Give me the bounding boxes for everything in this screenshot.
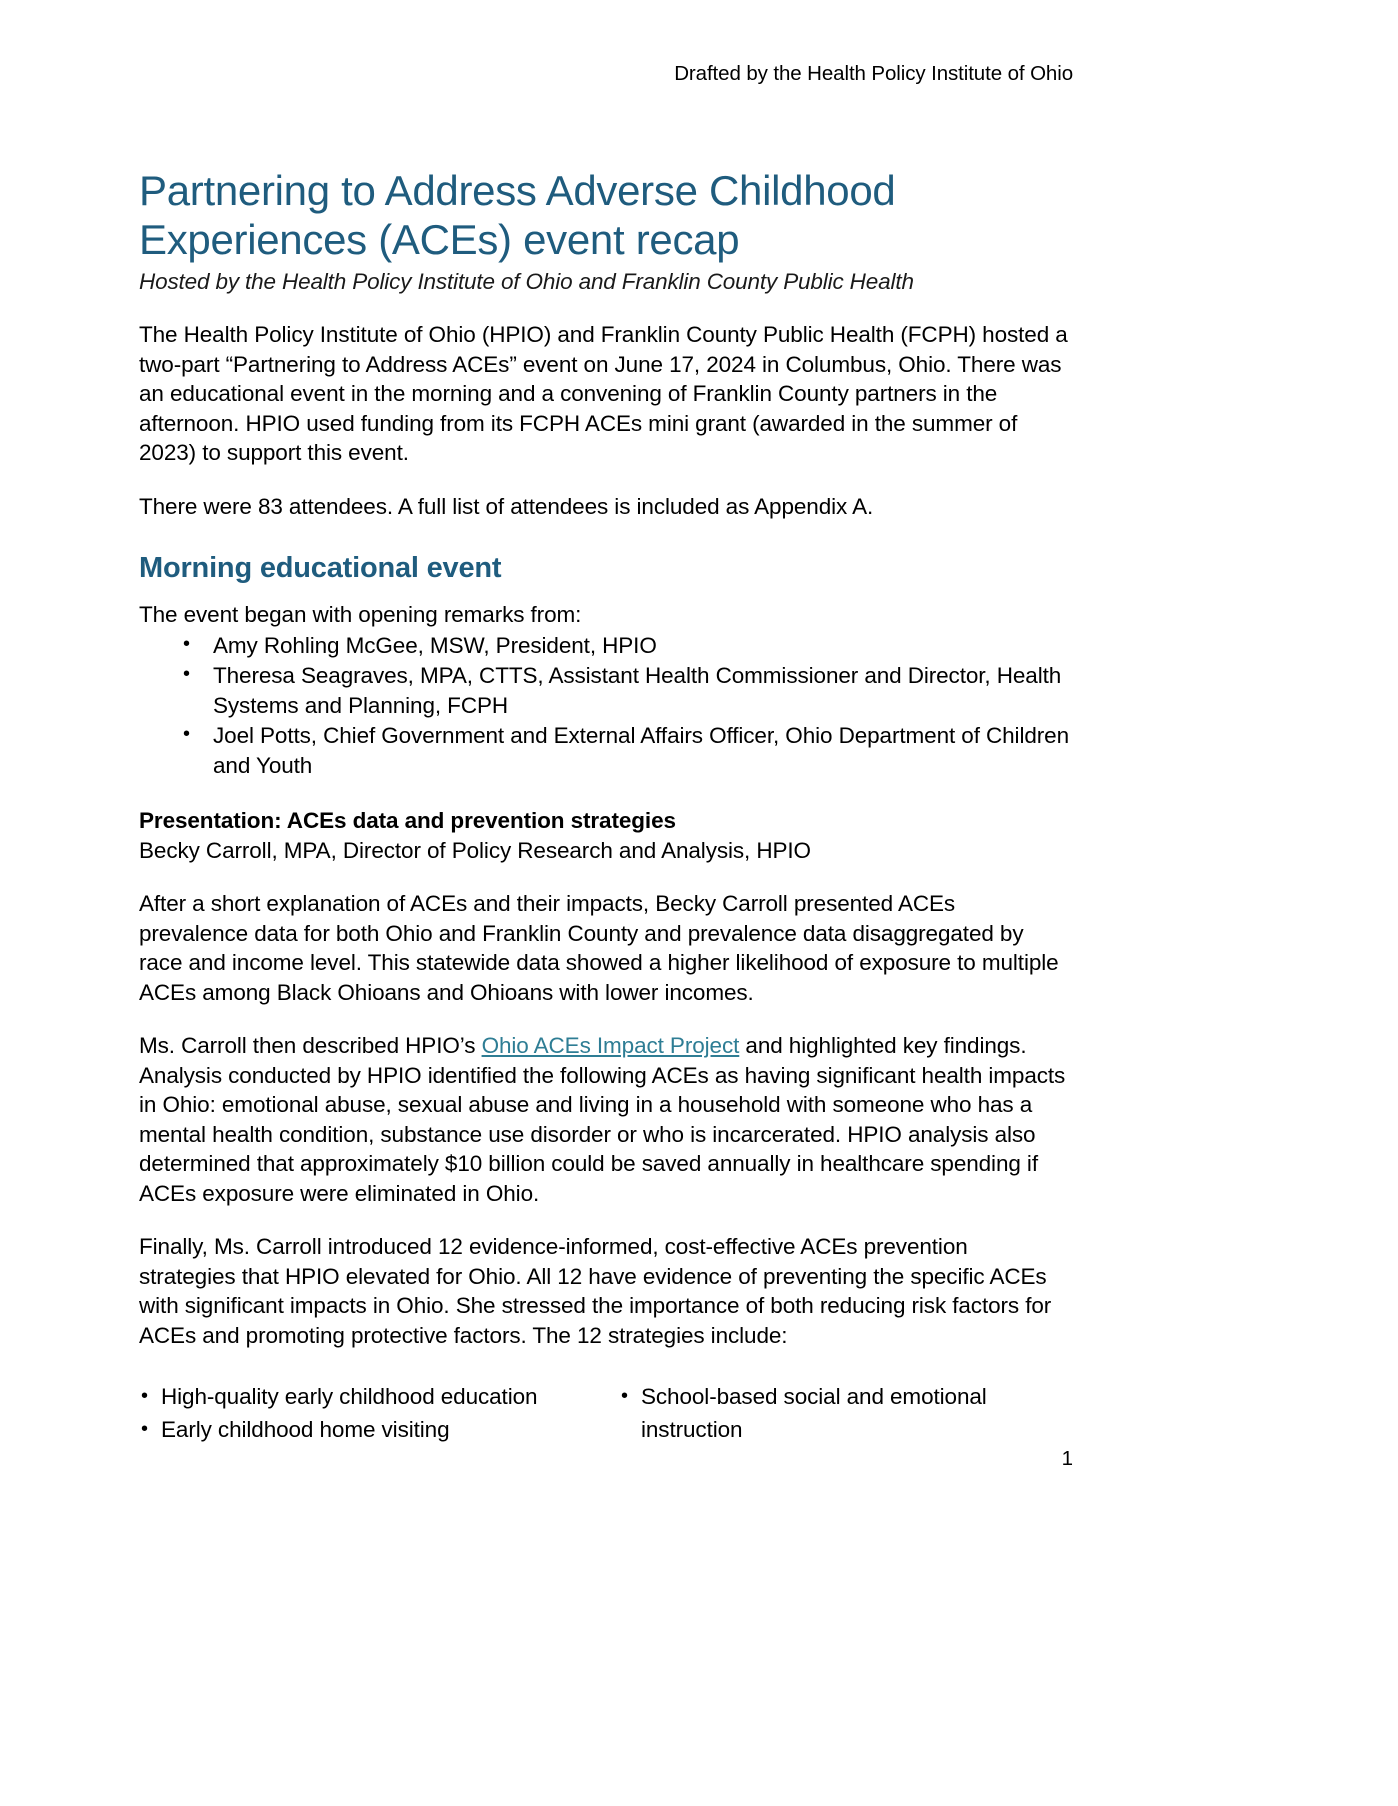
- intro-paragraph-1: The Health Policy Institute of Ohio (HPIO) and Franklin County Public Health (FCPH) hosted a two-part “Partnering to Address ACEs” event on June 17, 2024 in Columbus, Ohio. There was an educational event in the morning and a convening of Franklin County partners in the afternoon. HPIO used funding from its FCPH ACEs mini grant (awarded in the summer of 2023) to support this event.: [139, 322, 1068, 465]
- intro-paragraph-2: There were 83 attendees. A full list of attendees is included as Appendix A.: [139, 493, 874, 519]
- page-subtitle: Hosted by the Health Policy Institute of Ohio and Franklin County Public Health: [139, 269, 914, 294]
- strategies-two-column-list: [139, 1380, 1069, 1446]
- document-body: [139, 166, 1069, 1446]
- presentation-presenter: Becky Carroll, MPA, Director of Policy Research and Analysis, HPIO: [139, 837, 811, 863]
- paragraph-2-text-before-link: Ms. Carroll then described HPIO’s: [139, 1033, 482, 1058]
- header-drafted-by: Drafted by the Health Policy Institute of Ohio: [674, 62, 1073, 85]
- strategies-column-left: [139, 1380, 619, 1446]
- ohio-aces-impact-project-link[interactable]: Ohio ACEs Impact Project: [481, 1033, 740, 1058]
- list-item: • Amy Rohling McGee, MSW, President, HPIO: [139, 631, 1069, 661]
- section-heading-morning-educational-event: Morning educational event: [139, 552, 502, 584]
- speaker-list: [139, 631, 1069, 781]
- presentation-title: Presentation: ACEs data and prevention strategies: [139, 808, 676, 833]
- page-number: 1: [1061, 1447, 1073, 1470]
- morning-lead-in: The event began with opening remarks from:: [139, 602, 582, 627]
- paragraph-2-text-after-link: and highlighted key findings. Analysis conducted by HPIO identified the following ACEs as having significant health impacts in Ohio: emotional abuse, sexual abuse and living in a household with someone who has a mental health condition, substance use disorder or who is incarcerated. HPIO analysis also determined that approximately $10 billion could be saved annually in healthcare spending if ACEs exposure were eliminated in Ohio.: [139, 1033, 1066, 1206]
- strategies-column-right: [619, 1380, 1069, 1446]
- list-item: • Joel Potts, Chief Government and External Affairs Officer, Ohio Department of Children and Youth: [139, 721, 1069, 780]
- presentation-paragraph-3: Finally, Ms. Carroll introduced 12 evidence-informed, cost-effective ACEs prevention strategies that HPIO elevated for Ohio. All 12 have evidence of preventing the specific ACEs with significant impacts in Ohio. She stressed the importance of both reducing risk factors for ACEs and promoting protective factors. The 12 strategies include:: [139, 1234, 1052, 1348]
- list-item: • Early childhood home visiting: [139, 1413, 619, 1446]
- presentation-paragraph-1: After a short explanation of ACEs and their impacts, Becky Carroll presented ACEs prevalence data for both Ohio and Franklin County and prevalence data disaggregated by race and income level. This statewide data showed a higher likelihood of exposure to multiple ACEs among Black Ohioans and Ohioans with lower incomes.: [139, 891, 1059, 1005]
- strategies-list-left: [139, 1380, 619, 1446]
- strategies-list-right: [619, 1380, 1069, 1446]
- list-item: • School-based social and emotional instruction: [619, 1380, 1069, 1446]
- list-item: • High-quality early childhood education: [139, 1380, 619, 1413]
- presentation-paragraph-2: [139, 1031, 1069, 1208]
- page-title: Partnering to Address Adverse Childhood Experiences (ACEs) event recap: [139, 167, 896, 263]
- list-item: • Theresa Seagraves, MPA, CTTS, Assistant Health Commissioner and Director, Health Systems and Planning, FCPH: [139, 661, 1069, 720]
